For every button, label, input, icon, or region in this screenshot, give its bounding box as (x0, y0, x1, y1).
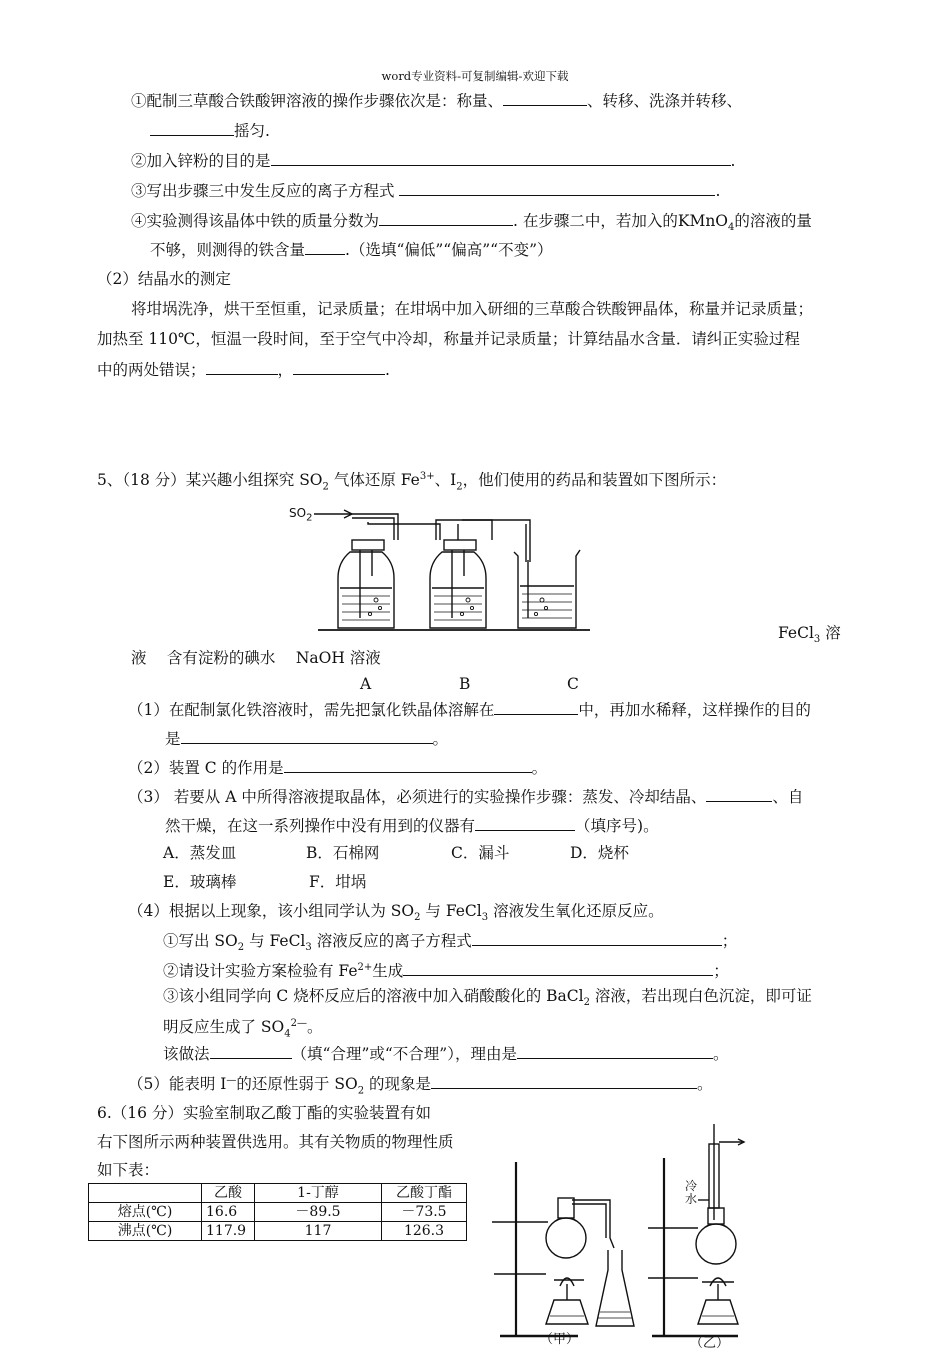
answer-blank[interactable] (399, 180, 715, 196)
table-cell: 乙酸 (202, 1184, 255, 1203)
table-cell: 117 (255, 1222, 382, 1241)
table-row (89, 1222, 467, 1241)
q5-part4-item3-line3: 该做法 （填“合理”或“不合理”），理由是 。 (163, 1045, 729, 1063)
answer-blank[interactable] (494, 699, 578, 715)
answer-blank[interactable] (517, 1043, 713, 1059)
q6-line3: 如下表： (97, 1161, 160, 1179)
page-header: word专业资料-可复制编辑-欢迎下载 (381, 69, 569, 83)
q4-step4-line2: 不够，则测得的铁含量 .（选填“偏低”“偏高”“不变”） (150, 241, 553, 259)
q5-part1-line1: （1）在配制氯化铁溶液时，需先把氯化铁晶体溶解在 中，再加水稀释，这样操作的目的 (128, 701, 811, 719)
figure-label-yi: （乙） (690, 1336, 730, 1351)
q5-part3-line2: 然干燥，在这一系列操作中没有用到的仪器有 （填序号)。 (165, 817, 659, 835)
gas-apparatus-figure (280, 500, 600, 635)
cold-water-label: 冷水 (685, 1179, 698, 1206)
so2-inlet-label: $SO_2$ (289, 506, 313, 524)
q5-part1-line2: 是 。 (165, 730, 449, 748)
q5-part4-item1: ①写出 $SO_2$ 与 FeCl$_3$ 溶液反应的离子方程式 ； (163, 932, 738, 954)
table-cell: 117.9 (202, 1222, 255, 1241)
label-c: C (567, 675, 579, 693)
answer-blank[interactable] (181, 728, 433, 744)
option-c: C．漏斗 (451, 844, 510, 862)
q4-step1-line1: ①配制三草酸合铁酸钾溶液的操作步骤依次是：称量、 、转移、洗涤并转移、 (131, 92, 743, 110)
answer-blank[interactable] (210, 1043, 292, 1059)
q4-part2-line2: 加热至 110℃，恒温一段时间，至于空气中冷却，称量并记录质量；计算结晶水含量．请纠正实验过程 (97, 330, 800, 348)
table-cell: 1-丁醇 (255, 1184, 382, 1203)
q4-part2-title: （2）结晶水的测定 (97, 270, 231, 288)
table-cell: 126.3 (382, 1222, 467, 1241)
answer-blank[interactable] (284, 757, 532, 773)
answer-blank[interactable] (403, 960, 713, 976)
q4-step4-line1: ④实验测得该晶体中铁的质量分数为 . 在步骤二中，若加入的KMnO$_4$的溶液的量 (131, 212, 812, 234)
option-a: A．蒸发皿 (163, 844, 237, 862)
option-e: E．玻璃棒 (163, 873, 237, 891)
option-b: B．石棉网 (306, 844, 380, 862)
q5-part4-item3-line1: ③该小组同学向 C 烧杯反应后的溶液中加入硝酸酸化的 BaCl$_2$ 溶液，若出现白色沉淀，即可证 (163, 987, 812, 1009)
table-row (89, 1203, 467, 1222)
q4-step2: ②加入锌粉的目的是 . (131, 152, 736, 170)
answer-blank[interactable] (271, 150, 731, 166)
table-cell: 沸点(℃) (89, 1222, 202, 1241)
q5-title: 5、（18 分）某兴趣小组探究 $SO_2$ 气体还原 $Fe^{3+}$、$I_2$，他们使用的药品和装置如下图所示： (97, 471, 727, 493)
answer-blank[interactable] (475, 815, 575, 831)
table-cell: 熔点(℃) (89, 1203, 202, 1222)
option-f: F．坩埚 (309, 873, 367, 891)
q5-part5: （5）能表明 I—的还原性弱于 $SO_2$ 的现象是 。 (128, 1075, 713, 1097)
reagent-labels: 液 含有淀粉的碘水 NaOH 溶液 (131, 649, 381, 667)
answer-blank[interactable] (206, 359, 278, 375)
table-cell: －89.5 (255, 1203, 382, 1222)
table-cell (89, 1184, 202, 1203)
answer-blank[interactable] (379, 210, 513, 226)
answer-blank[interactable] (150, 120, 234, 136)
q6-line2: 右下图所示两种装置供选用。其有关物质的物理性质 (97, 1133, 454, 1151)
esterification-apparatus-figure (488, 1120, 758, 1344)
label-b: B (459, 675, 471, 693)
q5-part4-intro: （4）根据以上现象，该小组同学认为 $SO_2$ 与 FeCl$_3$ 溶液发生氧化还原反应。 (128, 902, 664, 924)
option-d: D．烧杯 (570, 844, 629, 862)
label-a: A (360, 675, 372, 693)
q6-line1: 6.（16 分）实验室制取乙酸丁酯的实验装置有如 (97, 1104, 431, 1122)
answer-blank[interactable] (431, 1073, 697, 1089)
table-cell: 16.6 (202, 1203, 255, 1222)
answer-blank[interactable] (293, 359, 385, 375)
q4-step1-line2: 摇匀. (150, 120, 270, 141)
answer-blank[interactable] (706, 786, 772, 802)
q5-part4-item2: ②请设计实验方案检验有 $Fe^{2+}$生成 ； (163, 962, 729, 981)
table-header-row (89, 1184, 467, 1203)
answer-blank[interactable] (503, 90, 587, 106)
answer-blank[interactable] (472, 930, 722, 946)
answer-blank[interactable] (305, 239, 345, 255)
figure-label-jia: （甲） (540, 1332, 580, 1347)
q4-step3: ③写出步骤三中发生反应的离子方程式 . (131, 182, 721, 200)
table-cell: －73.5 (382, 1203, 467, 1222)
q4-part2-line1: 将坩埚洗净，烘干至恒重，记录质量；在坩埚中加入研细的三草酸合铁酸钾晶体，称量并记录质量； (131, 300, 814, 318)
physical-properties-table (88, 1183, 467, 1241)
q5-part4-item3-line2: 明反应生成了 $SO_4^{2—}$。 (163, 1018, 323, 1040)
q5-part3-line1: （3） 若要从 A 中所得溶液提取晶体，必须进行的实验操作步骤：蒸发、冷却结晶、 、自 (128, 788, 804, 806)
table-cell: 乙酸丁酯 (382, 1184, 467, 1203)
fecl3-label: FeCl$_3$ 溶 (778, 624, 841, 646)
q5-part2: （2）装置 C 的作用是 。 (128, 759, 548, 777)
q4-part2-line3: 中的两处错误； ， . (97, 361, 390, 379)
